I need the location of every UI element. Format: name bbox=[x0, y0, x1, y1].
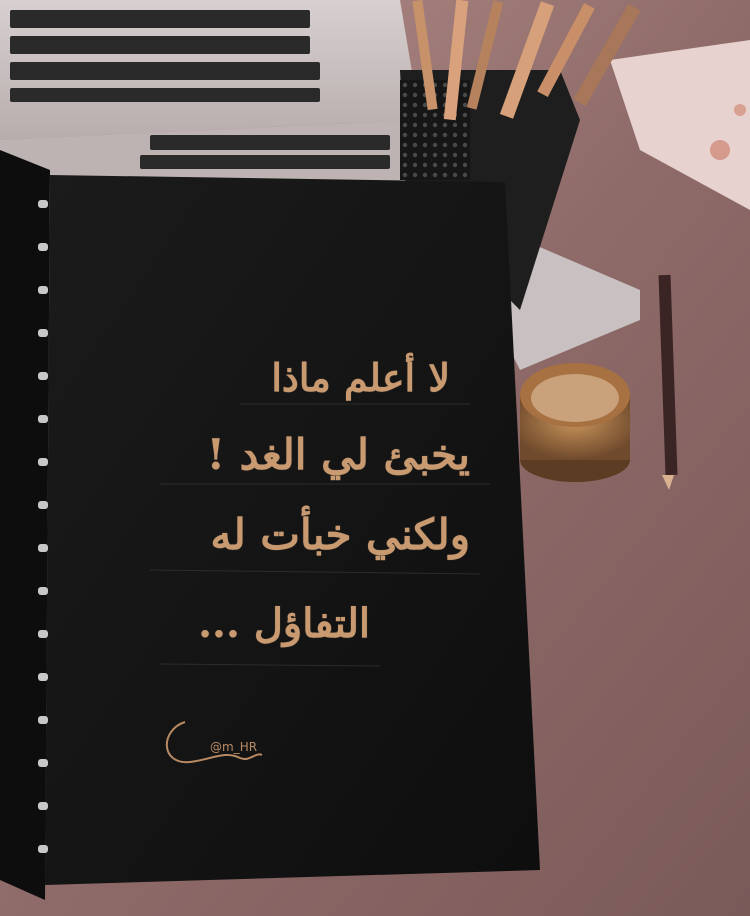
quote-line-3: ولكني خبأت له bbox=[210, 510, 470, 559]
quote-line-2: يخبئ لي الغد ! bbox=[206, 430, 470, 479]
quote-line-1: لا أعلم ماذا bbox=[271, 355, 450, 400]
signature-text: @m_HR bbox=[210, 740, 258, 754]
gold-jar bbox=[520, 363, 630, 482]
quote-line-4: التفاؤل ... bbox=[198, 600, 370, 647]
